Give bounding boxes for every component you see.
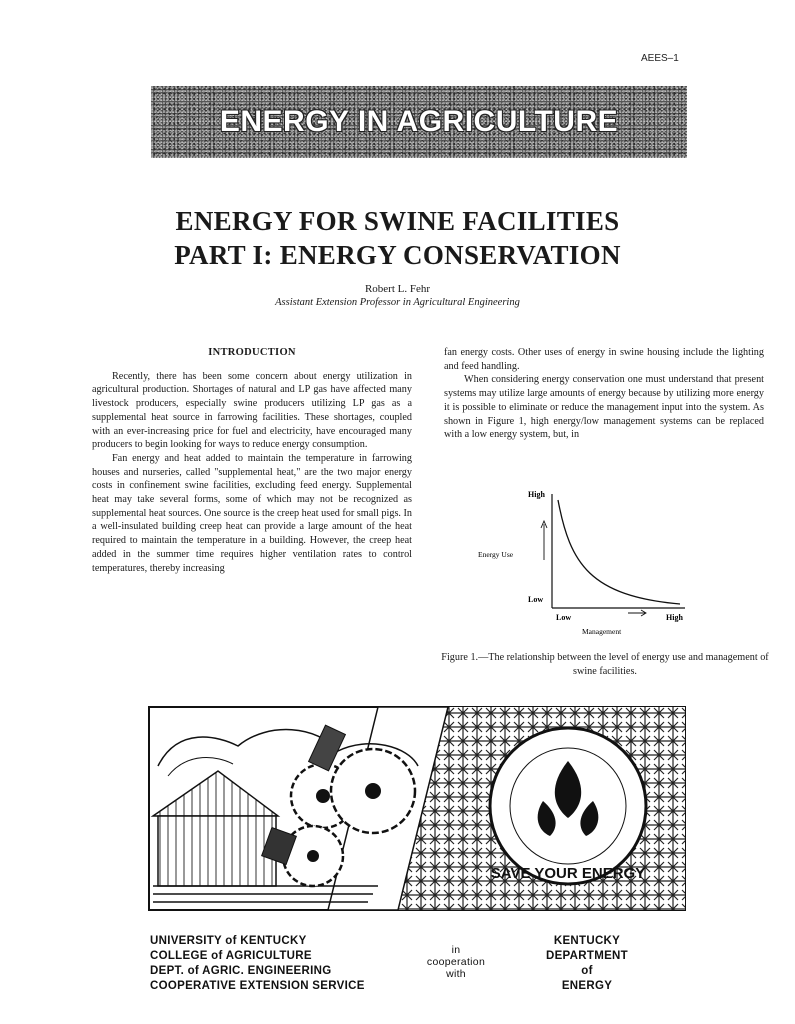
left-column [92,346,412,575]
gear-hub [365,783,381,799]
paragraph: Recently, there has been some concern about energy utilization in agricultural production. Shortages of natural and LP gas have affected many livestock producers, especially swine producers utilizing LP gas as a supplemental heat source in farrowing facilities. These shortages, coupled with an ever-increasing price for fuel and electricity, have encouraged many producers to begin looking for ways to reduce energy consumption. [92,370,412,451]
gear-hub [316,789,330,803]
footer-cooperation [412,944,500,980]
energy-curve [558,500,680,604]
save-energy-illustration [148,706,686,911]
document-id: AEES–1 [641,53,679,64]
y-axis-label: Energy Use [478,550,514,559]
section-heading: INTRODUCTION [208,347,296,358]
author-affiliation: Assistant Extension Professor in Agricultural Engineering [275,297,520,308]
footer-line: COOPERATIVE EXTENSION SERVICE [150,980,365,992]
footer-line: in [451,944,461,956]
title-line-1: ENERGY FOR SWINE FACILITIES [175,206,620,236]
series-banner [151,86,687,158]
banner-title: ENERGY IN AGRICULTURE [219,105,619,138]
footer-line: UNIVERSITY of KENTUCKY [150,935,307,947]
footer-line: cooperation [426,956,486,968]
x-right-label: High [666,613,683,622]
x-axis-label: Management [582,627,622,636]
x-left-label: Low [556,613,572,622]
paragraph: fan energy costs. Other uses of energy in swine housing include the lighting and feed handling. [444,347,764,372]
gear-hub [307,850,319,862]
footer-line: with [446,968,466,980]
figure-1-graph [470,484,730,644]
footer-partner [530,934,644,994]
author-name: Robert L. Fehr [364,283,431,295]
footer-line: ENERGY [561,980,613,992]
footer-line: COLLEGE of AGRICULTURE [150,950,312,962]
y-top-label: High [528,490,545,499]
y-bottom-label: Low [528,595,544,604]
footer-line: DEPARTMENT [545,950,628,962]
title-line-2: PART I: ENERGY CONSERVATION [174,240,621,270]
right-column [444,346,764,442]
footer-institution [150,934,365,994]
paragraph: Fan energy and heat added to maintain the temperature in farrowing houses and nurseries, called "supplemental heat," are the two major energy costs in confinement swine facilities, excluding feed energy. Supplemental heat may take several forms, some of which may not be recognized as supplemental heat sources. One source is the creep heat used for small pigs. In a well-insulated building creep heat can provide a large amount of the heat required to maintain the temperature in a building. However, the creep heat added in the summer time requires higher ventilation rates to control temperatures, thereby increasing [92,452,412,574]
emblem-text: SAVE YOUR ENERGY [490,865,646,882]
paragraph: When considering energy conservation one must understand that present systems may utilize large amounts of energy because by utilizing more energy it is possible to eliminate or reduce the management input into the system. As shown in Figure 1, high energy/low management systems can be replaced with a low energy system, but, in [444,374,764,441]
figure-caption: Figure 1.—The relationship between the level of energy use and management of swine facilities. [441,652,769,677]
barn [158,816,276,886]
footer-line: of [581,965,593,977]
footer-line: KENTUCKY [553,935,621,947]
footer-line: DEPT. of AGRIC. ENGINEERING [150,965,332,977]
